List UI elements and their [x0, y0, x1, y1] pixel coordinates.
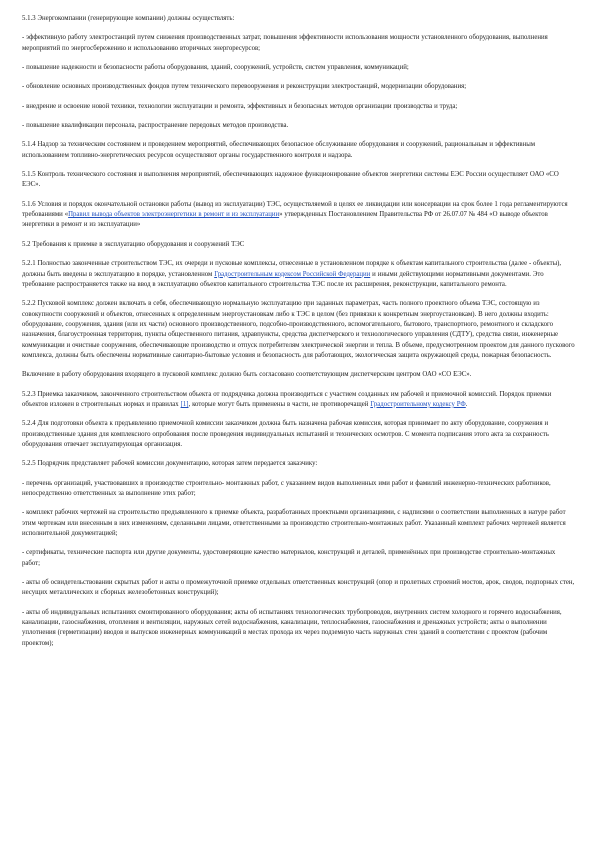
- bullet-working-drawings: - комплект рабочих чертежей на строительство предъявленного к приемке объекта, разработанных проектными организациями, с надписями о соответствии выполненных в натуре работ этим чертежам или внесенным в них изменениям, сделанными лицами, ответственными за производство строительно-монтажных работ. Указанный комплект рабочих чертежей является исполнительной документацией;: [22, 509, 566, 538]
- bullet-qualification: - повышение квалификации персонала, распространение передовых методов производства.: [22, 122, 289, 130]
- paragraph-5-1-6-text-b: » утвержденных Постановлением Правительства РФ от 26.07.07 № 484 «О выводе объектов энергетики в ремонт и из эксплуатации»: [22, 211, 548, 229]
- section-5-2-heading: 5.2 Требования к приемке в эксплуатацию оборудования и сооружений ТЭС: [22, 240, 245, 248]
- bullet-hidden-works-acts: - акты об освидетельствовании скрытых работ и акты о промежуточной приемке отдельных ответственных конструкций (опор и пролетных строений мостов, арок, сводов, подпорных стен, несущих металлических и сборных железобетонных конструкций);: [22, 579, 575, 597]
- paragraph-5-1-4: 5.1.4 Надзор за техническим состоянием и проведением мероприятий, обеспечивающих безопасное обслуживание оборудования и сооружений, рациональным и эффективным использованием топливно-энергетических ресурсов осуществляют органы государственного контроля и надзора.: [22, 141, 536, 159]
- paragraph-5-2-3: [22, 390, 575, 411]
- paragraph-5-2-5: 5.2.5 Подрядчик представляет рабочей комиссии документацию, которая затем передается заказчику:: [22, 460, 318, 468]
- urban-planning-code-link[interactable]: Градостроительным кодексом Российской Федерации: [214, 270, 371, 278]
- paragraph-dispatch-approval: Включение в работу оборудования входящего в пусковой комплекс должно быть согласовано соответствующим диспетчерским центром ОАО «СО ЕЭС».: [22, 371, 472, 379]
- bullet-efficient-operation: - эффективную работу электростанций путем снижения производственных затрат, повышения эффективности использования мощности установленного оборудования, выполнения мероприятий по энергосбережению и использованию вторичных энергоресурсов;: [22, 34, 548, 52]
- paragraph-5-2-2: 5.2.2 Пусковой комплекс должен включать в себя, обеспечивающую нормальную эксплуатацию при заданных параметрах, часть полного проектного объема ТЭС, состоящую из совокупности сооружений и объектов, отнесенных к определенным энергоустановкам либо к ТЭС в целом (без привязки к конкретным энергоустановкам). В него должны входить: оборудование, сооружения, здания (или их части) основного производственного, подсобно-производственного, вспомогательного, бытового, транспортного, ремонтного и складского назначения, благоустроенная территория, пункты общественного питания, здравпункты, средства диспетчерского и технологического управления (СДТУ), средства связи, инженерные коммуникации и очистные сооружения, обеспечивающие производство и отпуск потребителям электрической энергии и тепла. В объеме, предусмотренном проектом для данного пускового комплекса, должны быть обеспечены нормативные санитарно-бытовые условия и безопасность для работающих, экологическая защита окружающей среды, пожарная безопасность.: [22, 300, 575, 359]
- bullet-testing-acts: - акты об индивидуальных испытаниях смонтированного оборудования; акты об испытаниях технологических трубопроводов, внутренних систем холодного и горячего водоснабжения, канализации, газоснабжения, отопления и вентиляции, наружных сетей водоснабжения, канализации, теплоснабжения, газоснабжения и дренажных устройств; акты о выполнении уплотнения (герметизации) вводов и выпусков инженерных коммуникаций в местах прохода их через подземную часть наружных стен зданий в соответствии с проектом (рабочим проектом);: [22, 608, 562, 647]
- paragraph-5-2-4: 5.2.4 Для подготовки объекта к предъявлению приемочной комиссии заказчиком должна быть назначена рабочая комиссия, которая принимает по акту оборудование, сооружения и производственные здания для комплексного опробования после проведения индивидуальных испытаний и технических осмотров. С момента подписания этого акта за сохранность оборудования отвечает эксплуатирующая организация.: [22, 420, 549, 448]
- bullet-organizations-list: - перечень организаций, участвовавших в производстве строительно- монтажных работ, с указанием видов выполненных ими работ и фамилий инженерно-технических работников, непосредственно ответственных за выполнение этих работ;: [22, 479, 551, 497]
- bullet-certificates: - сертификаты, технические паспорта или другие документы, удостоверяющие качество материалов, конструкций и деталей, применённых при производстве строительно-монтажных работ;: [22, 549, 556, 567]
- rules-withdrawal-link[interactable]: Правил вывода объектов электроэнергетики в ремонт и из эксплуатации: [68, 211, 280, 219]
- paragraph-5-2-1-text-b: и иными действующими нормативными документами. Это требование распространяется также на ввод в эксплуатацию объектов капитального строительства ТЭС после их расширения, реконструкции, капитального ремонта.: [22, 270, 544, 288]
- paragraph-5-2-1: [22, 259, 575, 290]
- paragraph-5-1-6-text-a: 5.1.6 Условия и порядок окончательной остановки работы (вывод из эксплуатации) ТЭС, осуществляемой в целях ее ликвидации или консервации на срок более 1 года регламентируются требованиями «: [22, 200, 568, 219]
- paragraph-5-1-5: 5.1.5 Контроль технического состояния и выполнения мероприятий, обеспечивающих надежное функционирование объектов энергетики системы ЕЭС России осуществляет ОАО «СО ЕЭС».: [22, 171, 559, 189]
- paragraph-5-1-3: 5.1.3 Энергокомпании (генерирующие компании) должны осуществлять:: [22, 15, 235, 22]
- bullet-reliability: - повышение надежности и безопасности работы оборудования, зданий, сооружений, устройств, систем управления, коммуникаций;: [22, 64, 409, 72]
- reference-1-link[interactable]: [1]: [180, 400, 189, 408]
- paragraph-5-2-3-text-c: .: [465, 400, 468, 408]
- paragraph-5-2-3-text-b: , которые могут быть применены в части, не противоречащей: [188, 400, 371, 408]
- paragraph-5-2-3-text-a: 5.2.3 Приемка заказчиком, законченного строительством объекта от подрядчика должна производиться с участием созданных им рабочей и приемочной комиссий. Порядок приемки объектов изложен в строительных нормах и правилах: [22, 390, 552, 408]
- bullet-renewal-funds: - обновление основных производственных фондов путем технического перевооружения и реконструкции электростанций, модернизации оборудования;: [22, 83, 467, 91]
- document-page: [22, 14, 575, 655]
- paragraph-5-1-6: [22, 200, 575, 231]
- urban-code-rf-link[interactable]: Градостроительному кодексу РФ: [370, 400, 466, 408]
- paragraph-5-2-1-text-a: 5.2.1 Полностью законченные строительством ТЭС, их очереди и пусковые комплексы, отнесенные в установленном порядке к объектам капитального строительства (далее - объекты), должны быть введены в эксплуатацию в порядке, установленном: [22, 260, 562, 278]
- bullet-new-technology: - внедрение и освоение новой техники, технологии эксплуатации и ремонта, эффективных и безопасных методов организации производства и труда;: [22, 102, 458, 110]
